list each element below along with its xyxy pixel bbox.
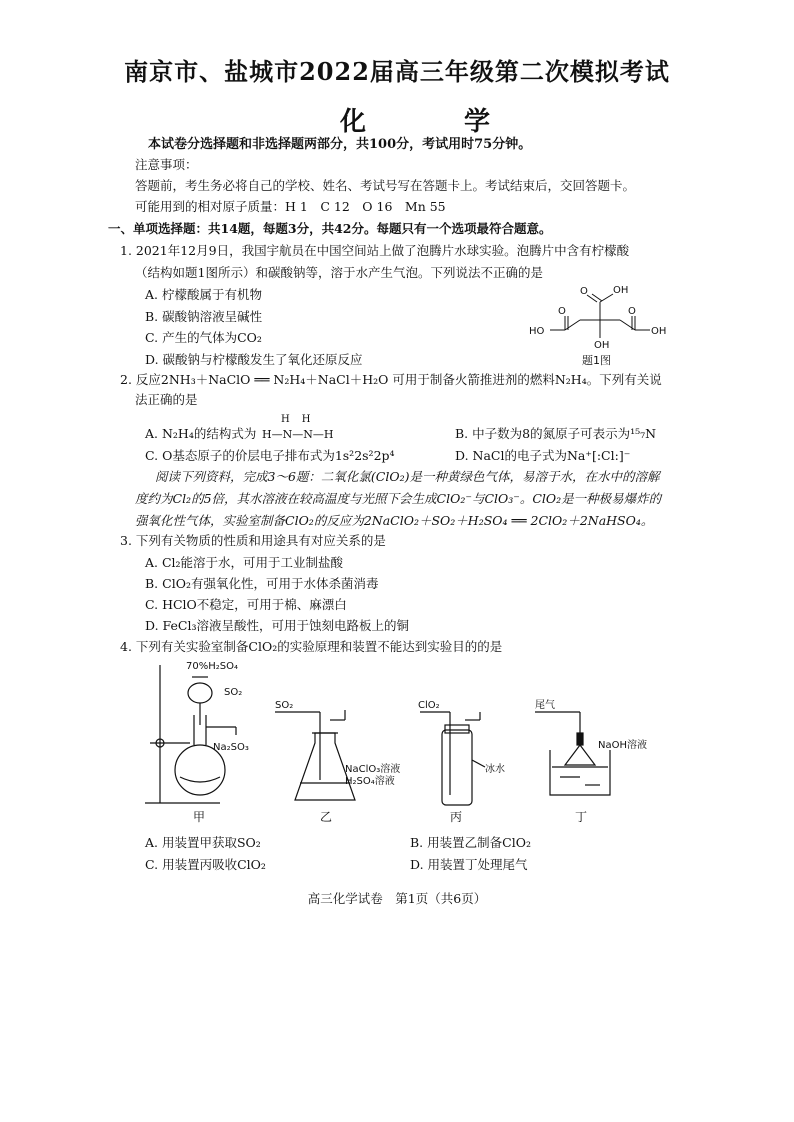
q2-option-b: B. 中子数为8的氮原子可表示为¹⁵₇N (455, 426, 657, 441)
subject-title: 化 学 (339, 107, 526, 137)
struct-oh-right: OH (651, 326, 667, 337)
bing-bath-label: 冰水 (485, 764, 505, 775)
jia-name: 甲 (193, 810, 206, 824)
q2-stem-line2: 法正确的是 (135, 392, 198, 407)
inverted-funnel (565, 745, 595, 765)
bing-gas-label: ClO₂ (418, 700, 440, 711)
q3-option-b: B. ClO₂有强氧化性，可用于水体杀菌消毒 (145, 576, 379, 591)
q1-stem-line2: （结构如题1图所示）和碳酸钠等，溶于水产生气泡。下列说法不正确的是 (135, 265, 543, 280)
q4-option-a: A. 用装置甲获取SO₂ (145, 835, 261, 850)
yi-gas-label: SO₂ (275, 700, 294, 711)
q1-option-c: C. 产生的气体为CO₂ (145, 330, 262, 345)
q2-option-d: D. NaCl的电子式为Na⁺[:Cl:]⁻ (455, 448, 631, 463)
struct-o-right: O (628, 306, 636, 317)
ding-solution-label: NaOH溶液 (598, 740, 647, 751)
q1-option-a: A. 柠檬酸属于有机物 (145, 287, 262, 302)
q4-option-c: C. 用装置丙吸收ClO₂ (145, 857, 266, 872)
yi-name: 乙 (320, 810, 333, 824)
citric-acid-structure (525, 280, 675, 370)
jia-acid-label: 70%H₂SO₄ (186, 661, 238, 672)
q3-stem: 3. 下列有关物质的性质和用途具有对应关系的是 (120, 533, 386, 548)
h-atom-left: H (281, 414, 302, 425)
reading-line3: 强氧化性气体，实验室制备ClO₂的反应为2NaClO₂＋SO₂＋H₂SO₄ ══ 2ClO₂＋2NaHSO₄。 (135, 513, 654, 528)
gas-bottle (442, 730, 472, 805)
separatory-funnel (188, 683, 212, 703)
jia-gas-label: SO₂ (224, 687, 243, 698)
q2-option-a-h-top (281, 412, 322, 428)
beaker (550, 750, 610, 795)
q3-option-c: C. HClO不稳定，可用于棉、麻漂白 (145, 597, 347, 612)
ding-name: 丁 (575, 810, 588, 824)
exam-summary: 本试卷分选择题和非选择题两部分，共100分，考试用时75分钟。 (148, 137, 532, 152)
struct-ho-left: HO (529, 326, 545, 337)
yi-solution1-label: NaClO₃溶液 (345, 764, 401, 775)
q4-option-b: B. 用装置乙制备ClO₂ (410, 835, 531, 850)
yi-solution2-label: H₂SO₄溶液 (345, 776, 395, 787)
q4-option-d: D. 用装置丁处理尾气 (410, 857, 528, 872)
atomic-masses: 可能用到的相对原子质量：H 1 C 12 O 16 Mn 55 (135, 199, 446, 214)
ding-gas-label: 尾气 (535, 700, 555, 711)
q3-option-d: D. FeCl₃溶液呈酸性，可用于蚀刻电路板上的铜 (145, 618, 409, 633)
q2-option-c: C. O基态原子的价层电子排布式为1s²2s²2p⁴ (145, 448, 395, 463)
notice-label: 注意事项： (135, 157, 198, 172)
section-heading: 一、单项选择题：共14题，每题3分，共42分。每题只有一个选项最符合题意。 (108, 221, 552, 236)
notice-text: 答题前，考生务必将自己的学校、姓名、考试号写在答题卡上。考试结束后，交回答题卡。 (135, 178, 636, 193)
figure-caption: 题1图 (582, 354, 611, 367)
bing-name: 丙 (450, 810, 463, 824)
jia-salt-label: Na₂SO₃ (213, 742, 249, 753)
struct-o-left: O (558, 306, 566, 317)
q3-option-a: A. Cl₂能溶于水，可用于工业制盐酸 (145, 555, 344, 570)
q1-option-b: B. 碳酸钠溶液呈碱性 (145, 309, 263, 324)
q2-stem-line1: 2. 反应2NH₃＋NaClO ══ N₂H₄＋NaCl＋H₂O 可用于制备火箭推进剂的燃料N₂H₄。下列有关说 (120, 372, 662, 387)
struct-oh-top: OH (613, 285, 629, 296)
struct-oh-bottom: OH (594, 340, 610, 351)
q1-stem-line1: 1. 2021年12月9日，我国宇航员在中国空间站上做了泡腾片水球实验。泡腾片中含有柠檬酸 (120, 243, 630, 258)
reading-line2: 度约为Cl₂的5倍，其水溶液在较高温度与光照下会生成ClO₂⁻与ClO₃⁻。ClO₂是一种极易爆炸的 (135, 491, 662, 506)
q2-option-a: A. N₂H₄的结构式为 (145, 426, 257, 441)
page-footer: 高三化学试卷 第1页（共6页） (307, 891, 487, 906)
q2-option-a-structure: H—N—N—H (262, 428, 334, 441)
q4-stem: 4. 下列有关实验室制备ClO₂的实验原理和装置不能达到实验目的的是 (120, 639, 503, 654)
exam-title: 南京市、盐城市2022届高三年级第二次模拟考试 (124, 57, 670, 86)
reading-line1: 阅读下列资料，完成3～6题：二氧化氯(ClO₂)是一种黄绿色气体，易溶于水，在水中的溶解 (155, 469, 660, 484)
h-atom-right: H (301, 414, 323, 425)
struct-o-top: O (580, 286, 588, 297)
q1-option-d: D. 碳酸钠与柠檬酸发生了氧化还原反应 (145, 352, 363, 367)
q4-apparatus-figure (140, 655, 730, 825)
